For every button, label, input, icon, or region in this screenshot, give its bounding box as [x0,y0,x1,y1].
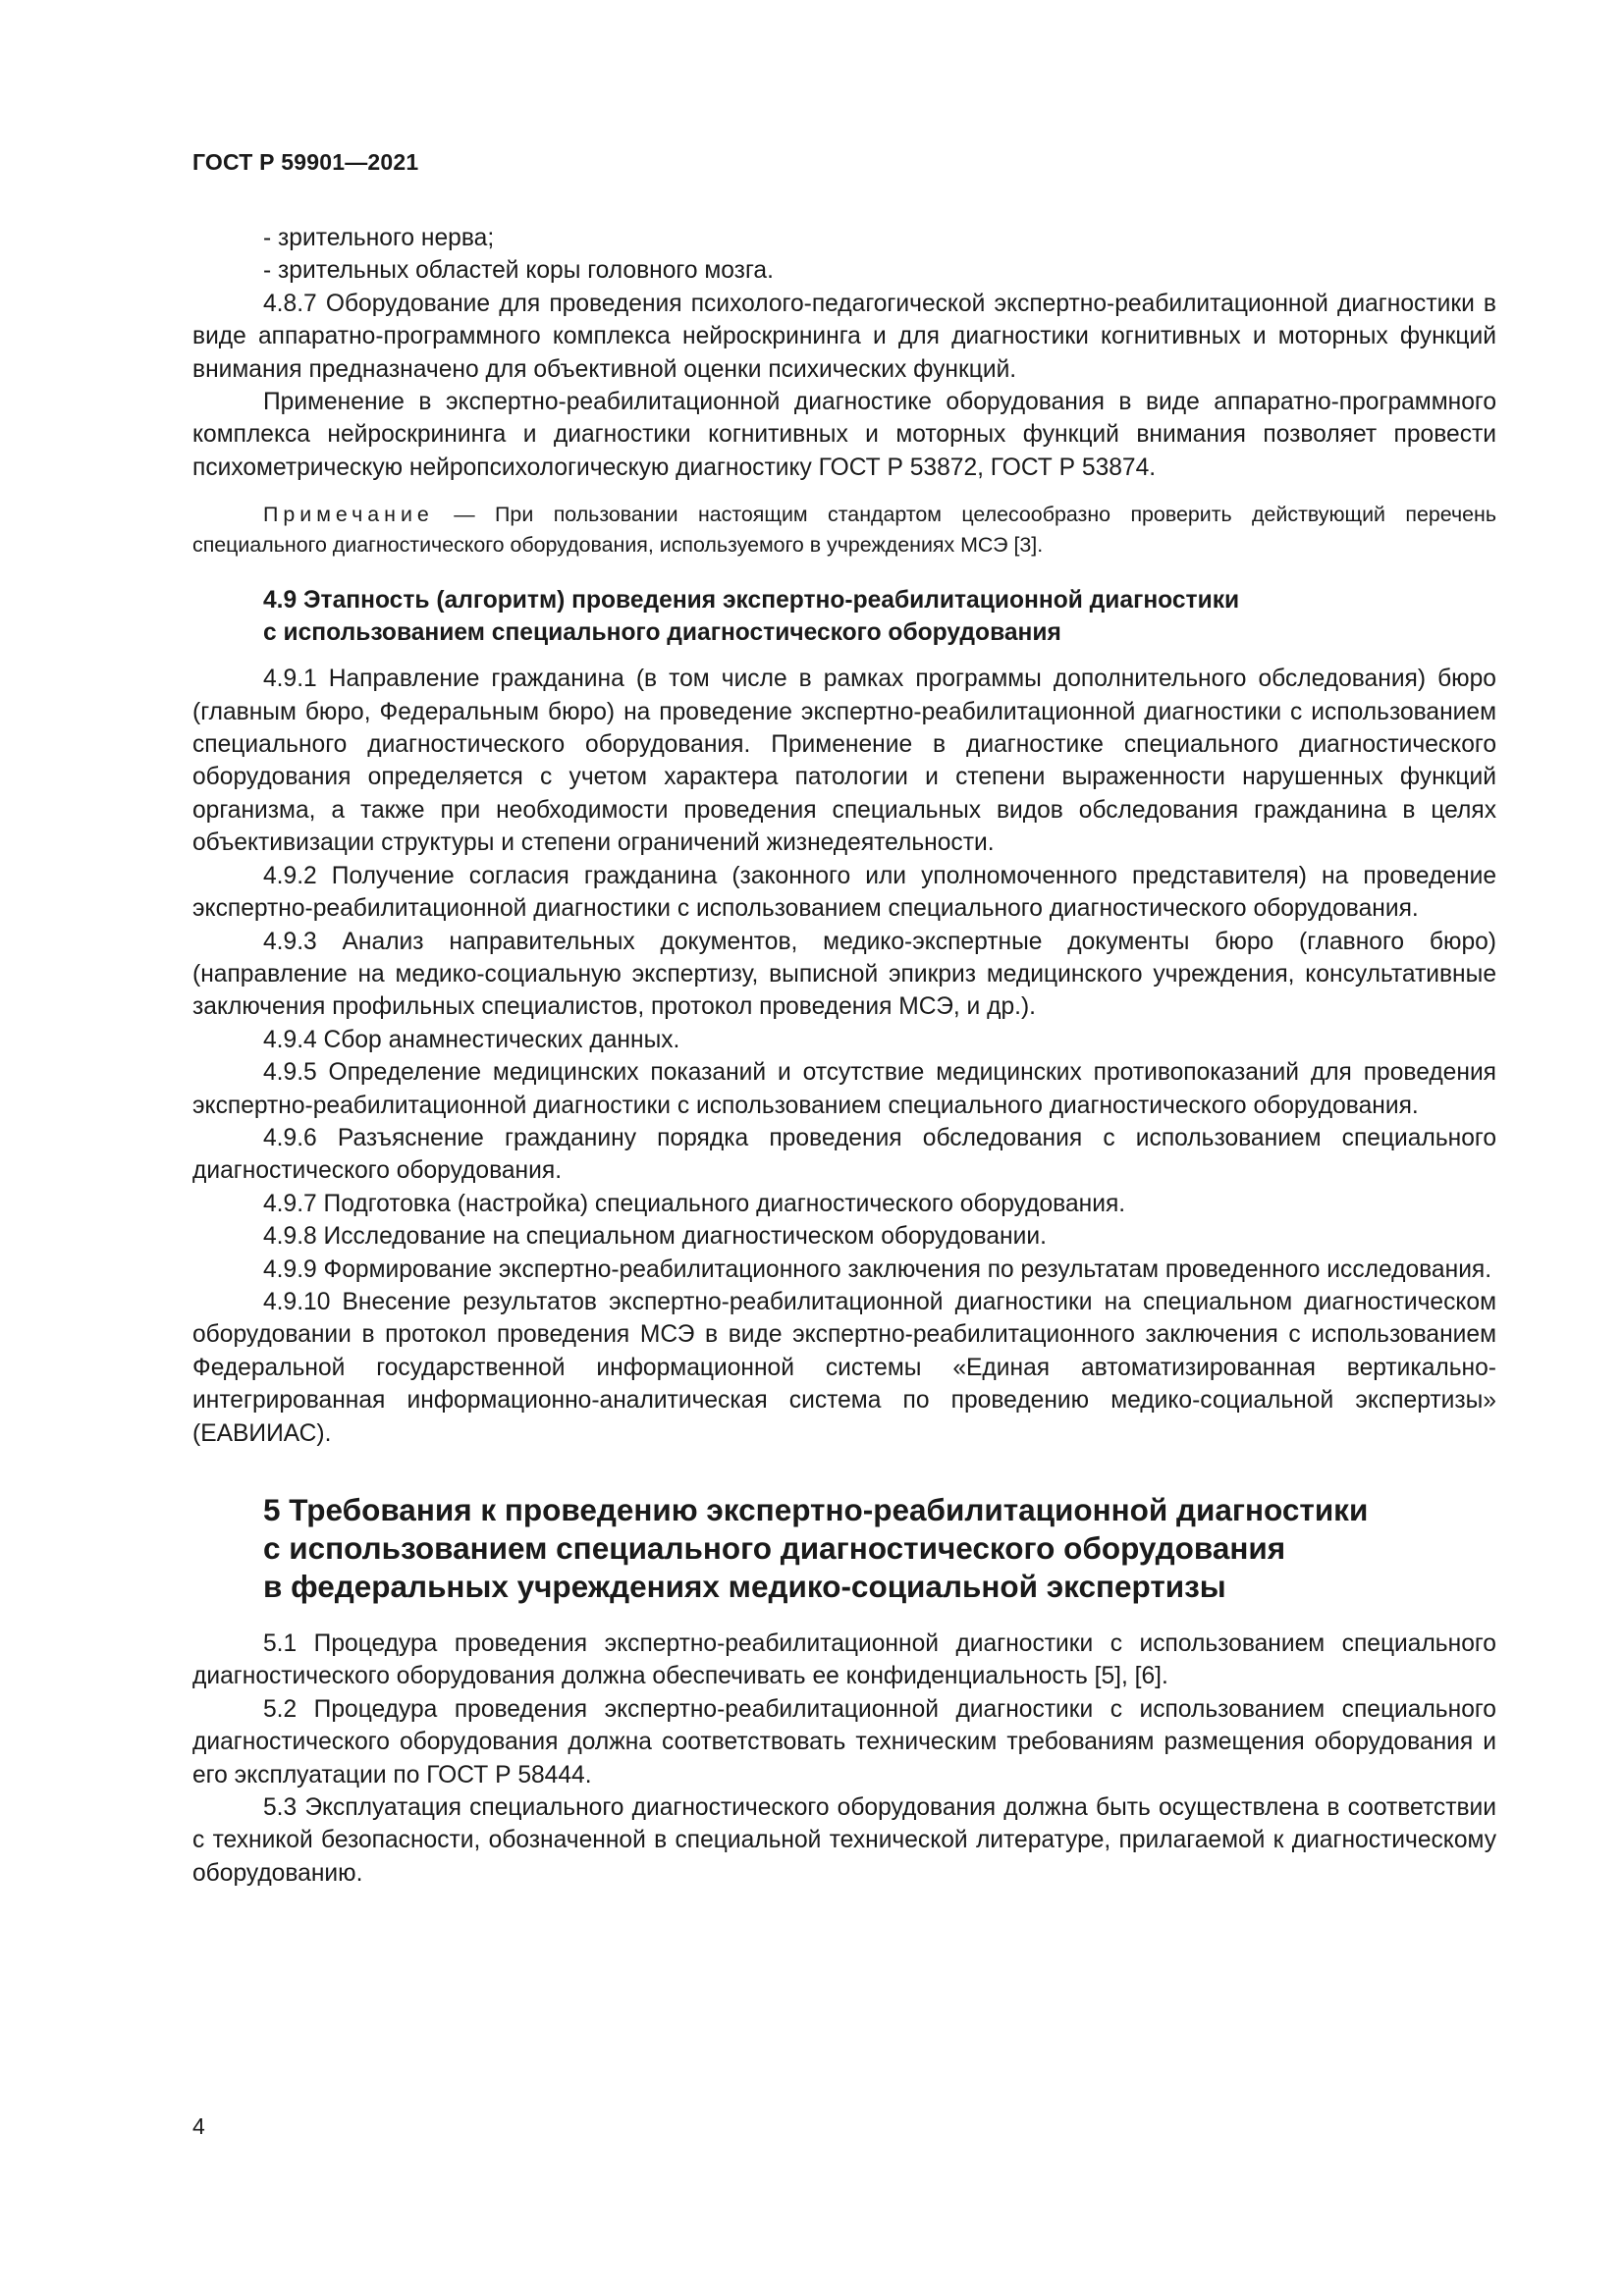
section-5-heading-line: 5 Требования к проведению экспертно-реабилитационной диагностики [263,1492,1369,1527]
paragraph-4-9-2: 4.9.2 Получение согласия гражданина (законного или уполномоченного представителя) на проведение экспертно-реабилитационной диагностики с использованием специального диагностического оборудования. [192,862,1496,923]
paragraph-5-1: 5.1 Процедура проведения экспертно-реабилитационной диагностики с использованием специального диагностического оборудования должна обеспечивать ее конфиденциальность [5], [6]. [192,1630,1496,1690]
paragraph-5-3: 5.3 Эксплуатация специального диагностического оборудования должна быть осуществлена в соответствии с техникой безопасности, обозначенной в специальной технической литературе, прилагаемой к диагностическому оборудованию. [192,1794,1496,1887]
section-5-heading [263,1491,1496,1606]
note-paragraph [192,500,1496,561]
paragraph-4-8-7-application: Применение в экспертно-реабилитационной диагностике оборудования в виде аппаратно-программного комплекса нейроскрининга и диагностики когнитивных и моторных функций внимания позволяет провести психометрическую нейропсихологическую диагностику ГОСТ Р 53872, ГОСТ Р 53874. [192,389,1496,481]
paragraph-4-8-7: 4.8.7 Оборудование для проведения психолого-педагогической экспертно-реабилитационной диагностики в виде аппаратно-программного комплекса нейроскрининга и для диагностики когнитивных и моторных функций внимания предназначено для объективной оценки психических функций. [192,290,1496,383]
document-body [192,222,1496,1890]
section-5-heading-line: с использованием специального диагностического оборудования [263,1530,1286,1566]
paragraph-4-9-8: 4.9.8 Исследование на специальном диагностическом оборудовании. [263,1223,1047,1251]
page-number: 4 [192,2113,205,2139]
paragraph-5-2: 5.2 Процедура проведения экспертно-реабилитационной диагностики с использованием специального диагностического оборудования должна соответствовать техническим требованиям размещения оборудования и его эксплуатации по ГОСТ Р 58444. [192,1695,1496,1789]
section-4-9-heading-line: 4.9 Этапность (алгоритм) проведения экспертно-реабилитационной диагностики [263,587,1240,614]
paragraph-4-9-1: 4.9.1 Направление гражданина (в том числе в рамках программы дополнительного обследования) бюро (главным бюро, Федеральным бюро) на проведение экспертно-реабилитационной диагностики с использованием специального диагностического оборудования. Применение в диагностике специального диагностического оборудования определяется с учетом характера патологии и степени выраженности нарушенных функций организма, а также при необходимости проведения специальных видов обследования гражданина в целях объективизации структуры и степени ограничений жизнедеятельности. [192,666,1496,857]
paragraph-4-9-3: 4.9.3 Анализ направительных документов, медико-экспертные документы бюро (главного бюро) (направление на медико-социальную экспертизу, выписной эпикриз медицинского учреждения, консультативные заключения профильных специалистов, протокол проведения МСЭ, и др.). [192,928,1496,1021]
section-4-9-heading [263,584,1496,649]
paragraph-4-9-4: 4.9.4 Сбор анамнестических данных. [263,1026,680,1053]
document-code-header: ГОСТ Р 59901—2021 [192,149,419,175]
paragraph-4-9-7: 4.9.7 Подготовка (настройка) специального диагностического оборудования. [263,1190,1126,1217]
section-5-heading-line: в федеральных учреждениях медико-социальной экспертизы [263,1569,1226,1604]
paragraph-4-9-5: 4.9.5 Определение медицинских показаний и отсутствие медицинских противопоказаний для проведения экспертно-реабилитационной диагностики с использованием специального диагностического оборудования. [192,1059,1496,1119]
note-text: — При пользовании настоящим стандартом целесообразно проверить действующий перечень специального диагностического оборудования, используемого в учреждениях МСЭ [3]. [192,503,1496,558]
paragraph-4-9-6: 4.9.6 Разъяснение гражданину порядка проведения обследования с использованием специального диагностического оборудования. [192,1124,1496,1185]
paragraph-4-9-10: 4.9.10 Внесение результатов экспертно-реабилитационной диагностики на специальном диагностическом оборудовании в протокол проведения МСЭ в виде экспертно-реабилитационного заключения с использованием Федеральной государственной информационной системы «Единая автоматизированная вертикально-интегрированная информационно-аналитическая система по проведению медико-социальной экспертизы» (ЕАВИИАС). [192,1288,1496,1447]
list-item: - зрительных областей коры головного мозга. [263,257,774,285]
list-item: - зрительного нерва; [263,225,495,251]
section-4-9-heading-line: с использованием специального диагностического оборудования [263,619,1061,647]
note-label: Примечание [263,503,434,527]
paragraph-4-9-9: 4.9.9 Формирование экспертно-реабилитационного заключения по результатам проведенного исследования. [263,1255,1492,1283]
